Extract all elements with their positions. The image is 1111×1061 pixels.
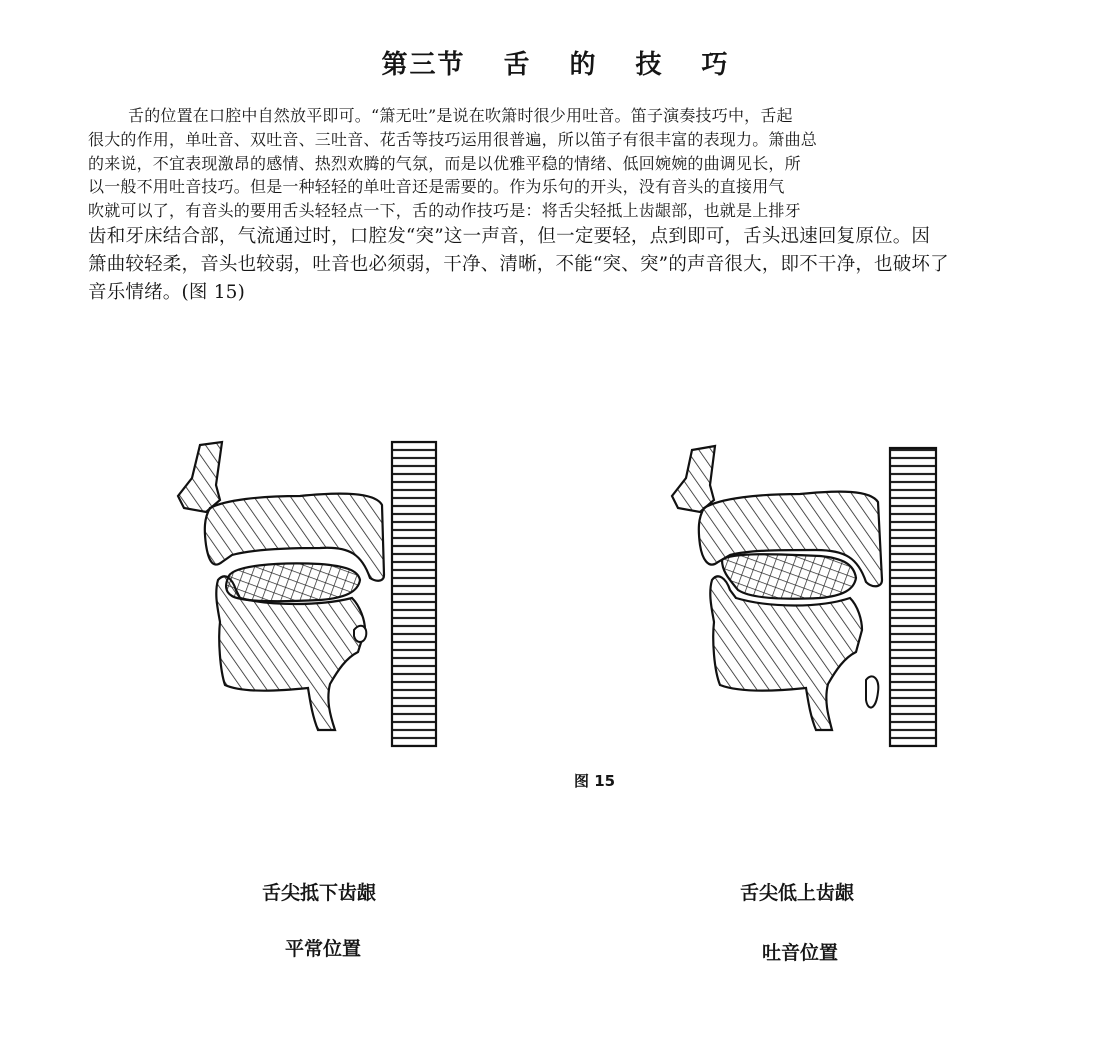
section-title [0,44,1111,81]
title-part-section: 第三节 [381,50,466,80]
right-figure-sublabel: 吐音位置 [762,942,839,964]
throat-column [890,448,936,746]
paragraph-line: 音乐情绪。(图 15) [88,281,246,303]
paragraph-line: 舌的位置在口腔中自然放平即可。“箫无吐”是说在吹箫时很少用吐音。笛子演奏技巧中，舌起 [128,106,793,125]
right-figure-label: 舌尖低上齿龈 [740,882,855,904]
figure-caption: 图 15 [574,772,616,790]
epiglottis-shape [866,676,878,707]
tongue-shape [722,554,856,599]
mouth-diagram-normal [170,430,450,760]
paragraph-line: 箫曲较轻柔，音头也较弱，吐音也必须弱，干净、清晰，不能“突、突”的声音很大，即不干净，也破坏了 [88,253,949,275]
nose-shape [672,446,715,512]
left-figure-sublabel: 平常位置 [285,938,362,960]
body-paragraph [88,104,1048,307]
throat-column [392,442,436,746]
paragraph-line: 很大的作用，单吐音、双吐音、三吐音、花舌等技巧运用很普遍，所以笛子有很丰富的表现力。箫曲总 [88,129,818,149]
paragraph-line: 以一般不用吐音技巧。但是一种轻轻的单吐音还是需要的。作为乐句的开头，没有音头的直接用气 [88,177,785,197]
tongue-shape [226,563,360,601]
title-part-tongue: 舌 [503,50,532,80]
title-part-qiao: 巧 [701,50,730,80]
left-figure-label: 舌尖抵下齿龈 [262,882,377,904]
paragraph-line: 的来说，不宜表现激昂的感情、热烈欢腾的气氛，而是以优雅平稳的情绪、低回婉婉的曲调见长，所 [88,153,801,173]
paragraph-line: 吹就可以了，有音头的要用舌头轻轻点一下，舌的动作技巧是：将舌尖轻抵上齿龈部，也就是上排牙 [88,201,801,221]
title-part-ji: 技 [635,50,664,80]
mouth-diagram-tonguing [660,430,950,760]
paragraph-line: 齿和牙床结合部，气流通过时，口腔发“突”这一声音，但一定要轻，点到即可，舌头迅速回复原位。因 [88,225,931,247]
title-part-de: 的 [569,50,598,80]
nose-shape [178,442,222,512]
epiglottis-shape [354,626,366,642]
